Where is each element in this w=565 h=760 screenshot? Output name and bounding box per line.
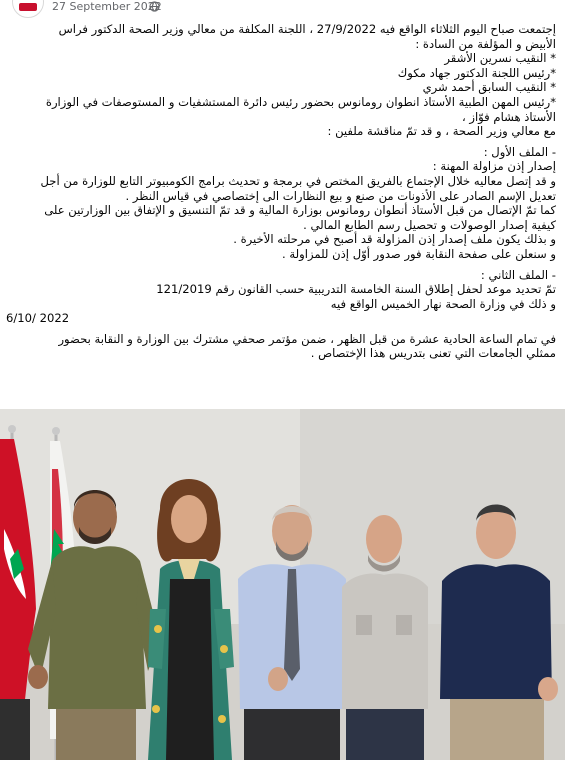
- post-line: تعديل الإسم الصادر على الأذونات من صنع و بيع النظارات الى إختصاصي في قياس النظر .: [125, 188, 556, 203]
- logo-icon: [19, 3, 37, 11]
- event-date: 6/10/ 2022: [6, 311, 70, 326]
- post-line: في تمام الساعة الحادية عشرة من قبل الظهر ، ضمن مؤتمر صحفي مشترك بين الوزارة و النقابة بحضور: [58, 331, 556, 346]
- post-line: *رئيس المهن الطبية الأستاذ انطوان رومانوس بحضور رئيس دائرة المستشفيات و المستوصفات في الوزارة: [45, 94, 556, 109]
- post-line: و سنعلن على صفحة النقابة فور صدور أوّل إذن للمزاولة .: [282, 246, 556, 261]
- post-line: كيفية إصدار الوصولات و تحصيل رسم الطابع المالي .: [303, 217, 556, 232]
- post-line: تمّ تحديد موعد لحفل إطلاق السنة الخامسة التدريبية حسب القانون رقم 121/2019: [156, 282, 556, 297]
- post-header: [0, 0, 565, 18]
- post-line: إصدار إذن مزاولة المهنة :: [432, 159, 556, 174]
- post-line: - الملف الثاني :: [480, 267, 556, 282]
- group-photo-illustration: [0, 409, 565, 760]
- page-avatar[interactable]: [12, 0, 44, 18]
- post-line: * النقيب نسرين الأشقر: [444, 51, 556, 66]
- globe-icon: [149, 1, 160, 12]
- post-line: إجتمعت صباح اليوم الثلاثاء الواقع فيه 27/9/2022 ، اللجنة المكلفة من معالي وزير الصحة الدكتور فراس: [58, 22, 556, 36]
- post-line: الأستاذ هشام فوّاز ،: [461, 109, 556, 124]
- post-line: و بذلك يكون ملف إصدار إذن المزاولة قد أصبح في مرحلته الأخيرة .: [233, 232, 556, 247]
- post-text: [6, 22, 556, 361]
- post-line: مع معالي وزير الصحة ، و قد تمّ مناقشة ملفين :: [327, 124, 556, 139]
- post-line: - الملف الأول :: [483, 144, 556, 159]
- post-line: و قد إتصل معاليه خلال الإجتماع بالفريق المختص في برمجة و تحديث برامج الكومبيوتر التابع للوزارة من أجل: [40, 173, 556, 188]
- post-line: * النقيب السابق أحمد شري: [422, 80, 556, 95]
- post-photo[interactable]: [0, 409, 565, 760]
- post-line: الأبيض و المؤلفة من السادة :: [415, 36, 556, 51]
- post-line: ممثلي الجامعات التي تعنى بتدريس هذا الإختصاص .: [310, 346, 556, 361]
- post-date[interactable]: 27 September 2022: [52, 0, 162, 13]
- post-line: *رئيس اللجنة الدكتور جهاد مكوك: [397, 65, 556, 80]
- post-line: كما تمّ الإتصال من قبل الأستاذ أنطوان رومانوس بوزارة المالية و قد تمّ التنسيق و الإتفاق بين الوزارتين على: [44, 203, 556, 218]
- post-line: و ذلك في وزارة الصحة نهار الخميس الواقع فيه: [330, 296, 556, 311]
